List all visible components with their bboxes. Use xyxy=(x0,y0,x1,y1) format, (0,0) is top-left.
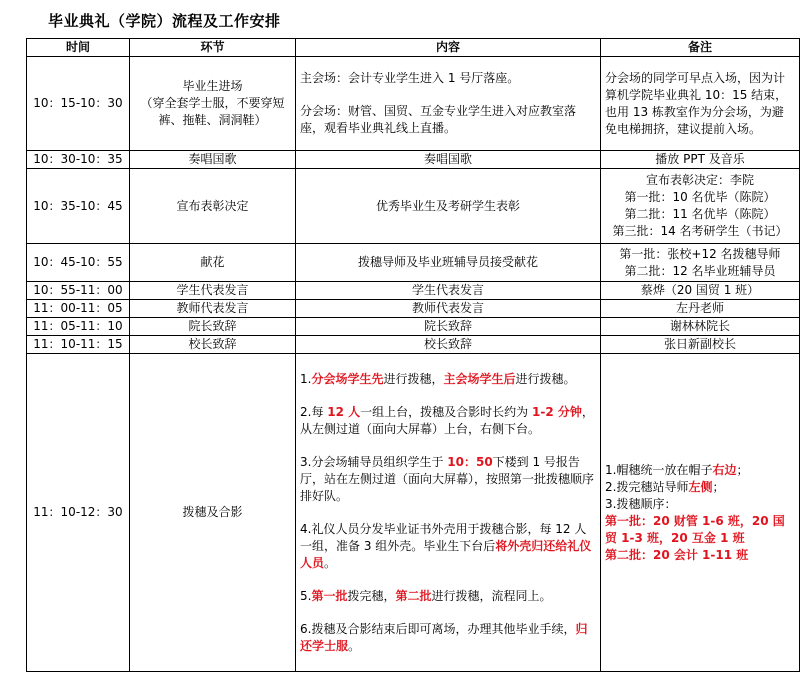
cell-content xyxy=(296,354,601,672)
note-line: 第二批：12 名毕业班辅导员 xyxy=(624,263,776,278)
table-row xyxy=(27,354,800,672)
cell-content: 学生代表发言 xyxy=(296,282,601,300)
cell-stage: 教师代表发言 xyxy=(130,300,296,318)
content-sub-venue: 分会场：财管、国贸、互金专业学生进入对应教室落座，观看毕业典礼线上直播。 xyxy=(300,104,577,135)
cell-note: 张日新副校长 xyxy=(601,336,800,354)
cell-time: 10：55-11：00 xyxy=(27,282,130,300)
cell-stage: 学生代表发言 xyxy=(130,282,296,300)
table-row xyxy=(27,336,800,354)
cell-note: 蔡烨（20 国贸 1 班） xyxy=(601,282,800,300)
cell-note: 分会场的同学可早点入场，因为计算机学院毕业典礼 10：15 结束，也用 13 栋教室作为分会场，为避免电梯拥挤，建议提前入场。 xyxy=(601,57,800,151)
note-line: 第三批：14 名考研学生（书记） xyxy=(612,224,788,238)
cell-time: 10：45-10：55 xyxy=(27,244,130,282)
cell-stage: 校长致辞 xyxy=(130,336,296,354)
cell-content: 拨穗导师及毕业班辅导员接受献花 xyxy=(296,244,601,282)
cell-note xyxy=(601,354,800,672)
note-line: 3.拨穗顺序： xyxy=(605,496,677,511)
table-row xyxy=(27,282,800,300)
table-row xyxy=(27,169,800,244)
cell-content: 奏唱国歌 xyxy=(296,151,601,169)
content-main-venue: 主会场：会计专业学生进入 1 号厅落座。 xyxy=(300,71,520,85)
cell-note xyxy=(601,244,800,282)
cell-content: 校长致辞 xyxy=(296,336,601,354)
table-row xyxy=(27,151,800,169)
cell-time: 10：30-10：35 xyxy=(27,151,130,169)
note-line: 第二批：11 名优毕（陈院） xyxy=(624,207,776,221)
cell-stage: 拨穗及合影 xyxy=(130,354,296,672)
table-row xyxy=(27,57,800,151)
header-stage: 环节 xyxy=(130,39,296,57)
note-line: 第二批：20 会计 1-11 班 xyxy=(605,547,749,562)
cell-content: 院长致辞 xyxy=(296,318,601,336)
cell-content xyxy=(296,57,601,151)
cell-time: 11：10-11：15 xyxy=(27,336,130,354)
table-row xyxy=(27,300,800,318)
cell-note: 谢林林院长 xyxy=(601,318,800,336)
header-content: 内容 xyxy=(296,39,601,57)
note-line: 宣布表彰决定：李院 xyxy=(645,173,754,187)
cell-time: 11：05-11：10 xyxy=(27,318,130,336)
header-time: 时间 xyxy=(27,39,130,57)
content-step-4: 4.礼仪人员分发毕业证书外壳用于拨穗合影，每 12 人一组，准备 3 组外壳。毕业生下台后将外壳归还给礼仪人员。 xyxy=(300,521,592,570)
cell-content: 教师代表发言 xyxy=(296,300,601,318)
note-line: 第一批：10 名优毕（陈院） xyxy=(624,190,776,204)
cell-note xyxy=(601,169,800,244)
content-step-3: 3.分会场辅导员组织学生于 10：50下楼到 1 号报告厅，站在左侧过道（面向大屏幕），按照第一批拨穗顺序排好队。 xyxy=(300,454,595,503)
cell-stage: 奏唱国歌 xyxy=(130,151,296,169)
note-line: 1.帽穗统一放在帽子右边； xyxy=(605,462,749,477)
doc-title: 毕业典礼（学院）流程及工作安排 xyxy=(48,12,281,30)
cell-stage: 院长致辞 xyxy=(130,318,296,336)
cell-time: 10：15-10：30 xyxy=(27,57,130,151)
cell-stage: 毕业生进场 （穿全套学士服，不要穿短裤、拖鞋、洞洞鞋） xyxy=(130,57,296,151)
cell-note: 播放 PPT 及音乐 xyxy=(601,151,800,169)
content-step-2: 2.每 12 人一组上台，拨穗及合影时长约为 1-2 分钟，从左侧过道（面向大屏幕）上台，右侧下台。 xyxy=(300,404,594,436)
cell-time: 10：35-10：45 xyxy=(27,169,130,244)
content-step-5: 5.第一批拨完穗，第二批进行拨穗，流程同上。 xyxy=(300,588,552,603)
cell-content: 优秀毕业生及考研学生表彰 xyxy=(296,169,601,244)
content-step-6: 6.拨穗及合影结束后即可离场，办理其他毕业手续，归还学士服。 xyxy=(300,621,588,653)
note-line: 第一批：20 财管 1-6 班，20 国贸 1-3 班，20 互金 1 班 xyxy=(605,513,785,545)
table-row xyxy=(27,244,800,282)
schedule-table xyxy=(26,38,800,672)
cell-stage: 献花 xyxy=(130,244,296,282)
note-line: 第一批：张校+12 名拨穗导师 xyxy=(619,246,781,261)
note-line: 2.拨完穗站导师左侧； xyxy=(605,479,725,494)
cell-time: 11：10-12：30 xyxy=(27,354,130,672)
table-row xyxy=(27,318,800,336)
cell-stage: 宣布表彰决定 xyxy=(130,169,296,244)
cell-time: 11：00-11：05 xyxy=(27,300,130,318)
header-row xyxy=(27,39,800,57)
cell-note: 左丹老师 xyxy=(601,300,800,318)
header-note: 备注 xyxy=(601,39,800,57)
content-step-1: 1.分会场学生先进行拨穗，主会场学生后进行拨穗。 xyxy=(300,371,576,386)
